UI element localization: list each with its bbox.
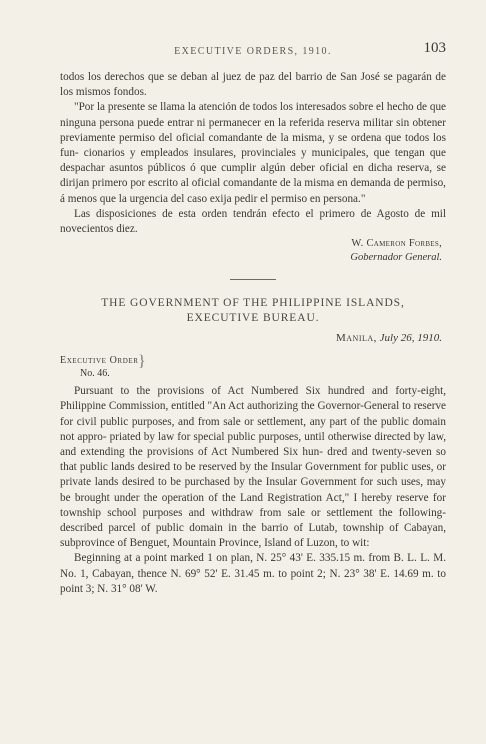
signatory-name: W. Cameron Forbes,	[351, 238, 442, 250]
text-line: "Por la presente se llama la atención de todos los interesados	[74, 101, 347, 114]
text-line: of Benguet, Mountain Province, Island of Luzon, to wit:	[117, 537, 370, 550]
description-paragraph	[60, 551, 446, 597]
text-line: by the Insular Government for public uses, or private lands	[60, 461, 447, 489]
section-divider	[230, 279, 276, 280]
text-line: cionarios y empleados insulares, provinciales y municipales, que	[83, 147, 390, 160]
text-line: todos los derechos que se deban al juez de paz del barrio de San	[60, 71, 357, 83]
dateline	[60, 332, 442, 344]
text-line: m. from B. L. L. M. No. 1, Cabayan, thence N. 69° 52' E. 31.45	[60, 552, 446, 580]
text-line: Agosto de mil novecientos diez.	[60, 207, 446, 236]
running-head-title: EXECUTIVE ORDERS, 1910.	[174, 46, 332, 57]
signatory-role: Gobernador General.	[350, 252, 442, 264]
continuation-paragraph	[60, 70, 446, 100]
text-line: from sale or settlement the following-described parcel of public	[60, 506, 446, 535]
text-line: tengan que despachar asuntos públicos ó que cumplir algún deber	[60, 147, 446, 175]
text-line: comandante de la misma en demanda de permiso, á menos que la	[60, 177, 446, 205]
order-label-title: Executive Order	[60, 355, 139, 367]
heading-line-government: THE GOVERNMENT OF THE PHILIPPINE ISLANDS,	[101, 297, 405, 310]
notice-paragraph	[60, 100, 446, 206]
text-line: Pursuant to the provisions of Act Numbered Six hundred and	[74, 385, 389, 398]
order-heading	[60, 296, 446, 326]
text-line: domain in the barrio of Lutab, township of Cabayan, subprovince	[60, 522, 446, 550]
heading-line-bureau: EXECUTIVE BUREAU.	[186, 312, 320, 325]
document-page	[60, 40, 446, 597]
text-line: dred and twenty-seven so that public lands desired to be reserved	[60, 446, 446, 474]
text-line: oficial en dicha reserva, se dirijan primero por escrito al oficial	[60, 162, 447, 190]
text-line: may be brought under the operation of the Land Registration	[60, 476, 446, 504]
effect-paragraph	[60, 207, 446, 237]
order-paragraph	[60, 384, 446, 551]
text-line: desired to be purchased by the Insular Government for such uses,	[122, 476, 424, 489]
text-line: Beginning at a point marked 1 on plan, N. 25° 43' E. 335.15	[74, 552, 351, 565]
text-line: sobre el hecho de que ninguna persona puede entrar ni permanecer	[60, 101, 447, 129]
dateline-date: July 26, 1910.	[379, 332, 442, 345]
executive-order-label	[60, 354, 446, 380]
page-number: 103	[423, 40, 446, 56]
text-line: Las disposiciones de esta orden tendrán efecto el primero de	[74, 207, 372, 220]
signature-block	[60, 237, 442, 265]
order-label-number: No. 46.	[80, 368, 110, 380]
text-line: from sale or settlement, any part of the public domain not appro-	[60, 415, 446, 443]
text-line: urgencia del caso exija pedir el permiso en persona."	[129, 192, 366, 205]
text-line: m. to point 2; N. 23° 38' E. 14.69 m. to point 3; N. 31° 08' W.	[60, 567, 446, 595]
text-line: priated by law for special public purposes, until otherwise directed	[109, 430, 411, 443]
running-head	[60, 40, 446, 58]
dateline-place: Manila,	[336, 332, 377, 345]
text-line: Act," I hereby reserve for township school purposes and withdraw	[60, 491, 446, 519]
text-line: by law, and extending the provisions of Act Numbered Six hun-	[60, 430, 446, 459]
text-line: forty-eight, Philippine Commission, entitled "An Act authorizing	[60, 385, 446, 413]
text-line: en la referida reserva militar sin obtener previamente permiso	[60, 116, 446, 144]
brace-mark: }	[138, 353, 146, 371]
text-line: the Governor-General to reserve for civil public purposes, and	[60, 400, 447, 428]
text-line: José se pagarán de los mismos fondos.	[60, 71, 446, 99]
text-line: del oficial comandante de la misma, y se ordena que todos los fun-	[60, 131, 446, 160]
